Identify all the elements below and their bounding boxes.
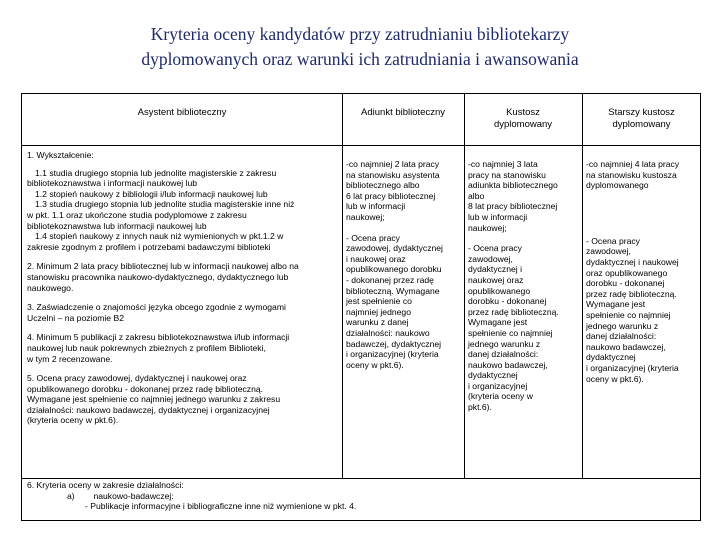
- starszy-line: oceny w pkt.6).: [586, 373, 644, 384]
- starszy-kustosz-requirements: [586, 159, 700, 384]
- adiunkt-line: 6 lat pracy bibliotecznej: [346, 190, 436, 201]
- adiunkt-line: biblioteczną. Wymagane: [346, 285, 440, 296]
- starszy-line: spełnienie co najmniej: [586, 309, 671, 320]
- req-5-cont-b: Wymagane jest spełnienie co najmniej jednego warunku z zakresu: [27, 394, 281, 405]
- starszy-line: na stanowisku kustosza: [586, 169, 677, 180]
- column-divider-1: [342, 93, 343, 478]
- kustosz-line: dydaktycznej i: [468, 264, 522, 275]
- header-kustosz-line-2: dyplomowany: [493, 119, 553, 130]
- kustosz-line: opublikowanego: [468, 285, 531, 296]
- req-2: 2. Minimum 2 lata pracy bibliotecznej lub w informacji naukowej albo na: [27, 261, 299, 272]
- req-3-cont: Uczelni – na poziomie B2: [27, 312, 124, 323]
- header-adiunkt: [344, 107, 462, 119]
- header-kustosz-line-1: Kustosz: [506, 107, 540, 118]
- kustosz-line: - Ocena pracy: [468, 243, 522, 254]
- criteria-heading: 6. Kryteria oceny w zakresie działalności:: [27, 480, 184, 490]
- req-4: 4. Minimum 5 publikacji z zakresu bibliotekoznawstwa i/lub informacji: [27, 332, 290, 343]
- header-kustosz: [466, 107, 580, 131]
- starszy-line: jednego warunku z: [586, 320, 659, 331]
- kustosz-line: danej działalności:: [468, 349, 539, 360]
- kustosz-line: i organizacyjnej: [468, 380, 528, 391]
- kustosz-line: -co najmniej 3 lata: [468, 159, 538, 169]
- criteria-sub-a-text: naukowo-badawczej:: [93, 490, 174, 501]
- adiunkt-line: - dokonanej przez radę: [346, 274, 434, 285]
- req-5-cont-d: (kryteria oceny w pkt.6).: [27, 415, 119, 426]
- starszy-line: oraz opublikowanego: [586, 267, 668, 278]
- starszy-line: danej działalności:: [586, 331, 657, 342]
- header-divider: [21, 145, 701, 146]
- kustosz-line: zawodowej,: [468, 253, 513, 264]
- asystent-requirements: [27, 150, 339, 426]
- adiunkt-line: i naukowej oraz: [346, 253, 406, 264]
- kustosz-line: dorobku - dokonanej: [468, 296, 547, 307]
- adiunkt-line: bibliotecznego albo: [346, 180, 420, 191]
- kustosz-line: pracy na stanowisku: [468, 169, 546, 180]
- req-4-cont-a: naukowej lub nauk pokrewnych zbieżnych z profilem Biblioteki,: [27, 342, 266, 353]
- header-starszy-kustosz: [584, 107, 699, 131]
- header-adiunkt-label: Adiunkt biblioteczny: [361, 107, 445, 118]
- adiunkt-line: - Ocena pracy: [346, 232, 400, 243]
- adiunkt-line: badawczej, dydaktycznej: [346, 338, 442, 349]
- starszy-line: - Ocena pracy: [586, 235, 640, 246]
- kustosz-line: naukowej;: [468, 222, 507, 233]
- req-5-cont-c: działalności: naukowo badawczej, dydaktycznej i organizacyjnej: [27, 404, 270, 415]
- title-line-1: Kryteria oceny kandydatów przy zatrudnianiu bibliotekarzy: [150, 24, 570, 44]
- req-1-2: 1.2 stopień naukowy z bibliologii i/lub informacji naukowej lub: [35, 188, 268, 199]
- req-1-4: 1.4 stopień naukowy z innych nauk niż wymienionych w pkt.1.2 w: [35, 231, 284, 242]
- title-line-2: dyplomowanych oraz warunki ich zatrudniania i awansowania: [141, 49, 579, 69]
- kustosz-line: 8 lat pracy bibliotecznej: [468, 201, 558, 212]
- kustosz-line: spełnienie co najmniej: [468, 327, 553, 338]
- adiunkt-requirements: [346, 159, 463, 370]
- kustosz-line: przez radę biblioteczną.: [468, 306, 559, 317]
- starszy-line: Wymagane jest: [586, 299, 646, 310]
- starszy-line: i organizacyjnej (kryteria: [586, 362, 679, 373]
- req-5: 5. Ocena pracy zawodowej, dydaktycznej i naukowej oraz: [27, 373, 247, 384]
- column-divider-2: [464, 93, 465, 478]
- header-asystent-label: Asystent biblioteczny: [137, 107, 227, 118]
- criteria-section: [27, 480, 687, 512]
- kustosz-line: Wymagane jest: [468, 317, 528, 328]
- req-1-3-cont-b: bibliotekoznawstwa lub informacji naukowej lub: [27, 220, 207, 231]
- req-1-1: 1.1 studia drugiego stopnia lub jednolite magisterskie z zakresu: [35, 167, 277, 178]
- req-3: 3. Zaświadczenie o znajomości języka obcego zgodnie z wymogami: [27, 302, 286, 313]
- starszy-line: naukowo badawczej,: [586, 341, 666, 352]
- starszy-line: przez radę biblioteczną.: [586, 288, 677, 299]
- req-2-cont-a: stanowisku pracownika naukowo-dydaktycznego, dydaktycznego lub: [27, 271, 289, 282]
- adiunkt-line: naukowej;: [346, 211, 385, 222]
- adiunkt-line: -co najmniej 2 lata pracy: [346, 159, 440, 169]
- page-title: [0, 22, 720, 72]
- adiunkt-line: zawodowej, dydaktycznej: [346, 243, 443, 254]
- adiunkt-line: na stanowisku asystenta: [346, 169, 440, 180]
- starszy-line: dyplomowanego: [586, 180, 649, 191]
- header-starszy-kustosz-line-2: dyplomowany: [612, 119, 671, 130]
- adiunkt-line: oceny w pkt.6).: [346, 359, 404, 370]
- criteria-sub-a: [27, 491, 687, 502]
- header-asystent: [24, 107, 340, 119]
- column-divider-3: [582, 93, 583, 478]
- adiunkt-line: jest spełnienie co: [346, 296, 412, 307]
- kustosz-line: naukowo badawczej,: [468, 359, 548, 370]
- adiunkt-line: i organizacyjnej (kryteria: [346, 349, 439, 360]
- starszy-line: -co najmniej 4 lata pracy: [586, 159, 680, 169]
- adiunkt-line: opublikowanego dorobku: [346, 264, 442, 275]
- starszy-line: zawodowej,: [586, 246, 631, 257]
- kustosz-line: adiunkta bibliotecznego: [468, 180, 558, 191]
- req-1-4-cont: zakresie zgodnym z profilem i potrzebami badawczymi biblioteki: [27, 241, 271, 252]
- criteria-bullet: - Publikacje informacyjne i bibliograficzne inne niż wymienione w pkt. 4.: [85, 501, 357, 512]
- kustosz-line: albo: [468, 190, 485, 201]
- starszy-line: dydaktycznej: [586, 352, 636, 363]
- bottom-row-divider: [21, 478, 701, 479]
- kustosz-line: (kryteria oceny w: [468, 391, 533, 402]
- kustosz-line: naukowej oraz: [468, 274, 524, 285]
- kustosz-requirements: [468, 159, 581, 413]
- req-1-3-cont-a: w pkt. 1.1 oraz ukończone studia podyplomowe z zakresu: [27, 209, 247, 220]
- adiunkt-line: lub w informacji: [346, 201, 406, 212]
- kustosz-line: jednego warunku z: [468, 338, 541, 349]
- req-5-cont-a: opublikowanego dorobku - dokonanej przez radę biblioteczną.: [27, 383, 264, 394]
- req-1-3: 1.3 studia drugiego stopnia lub jednolite studia magisterskie inne niż: [35, 199, 295, 210]
- starszy-line: dydaktycznej i naukowej: [586, 256, 679, 267]
- kustosz-line: pkt.6).: [468, 402, 492, 413]
- criteria-sub-a-letter: a): [67, 490, 75, 501]
- kustosz-line: lub w informacji: [468, 211, 528, 222]
- req-2-cont-b: naukowego.: [27, 282, 74, 293]
- kustosz-line: dydaktycznej: [468, 370, 518, 381]
- adiunkt-line: działalności: naukowo: [346, 327, 430, 338]
- starszy-line: dorobku - dokonanej: [586, 278, 665, 289]
- adiunkt-line: warunku z danej: [346, 317, 409, 328]
- req-1-1-cont: bibliotekoznawstwa i informacji naukowej lub: [27, 178, 198, 189]
- adiunkt-line: najmniej jednego: [346, 306, 411, 317]
- req-1-heading: 1. Wykształcenie:: [27, 150, 94, 160]
- req-4-cont-b: w tym 2 recenzowane.: [27, 353, 113, 364]
- header-starszy-kustosz-line-1: Starszy kustosz: [608, 107, 675, 118]
